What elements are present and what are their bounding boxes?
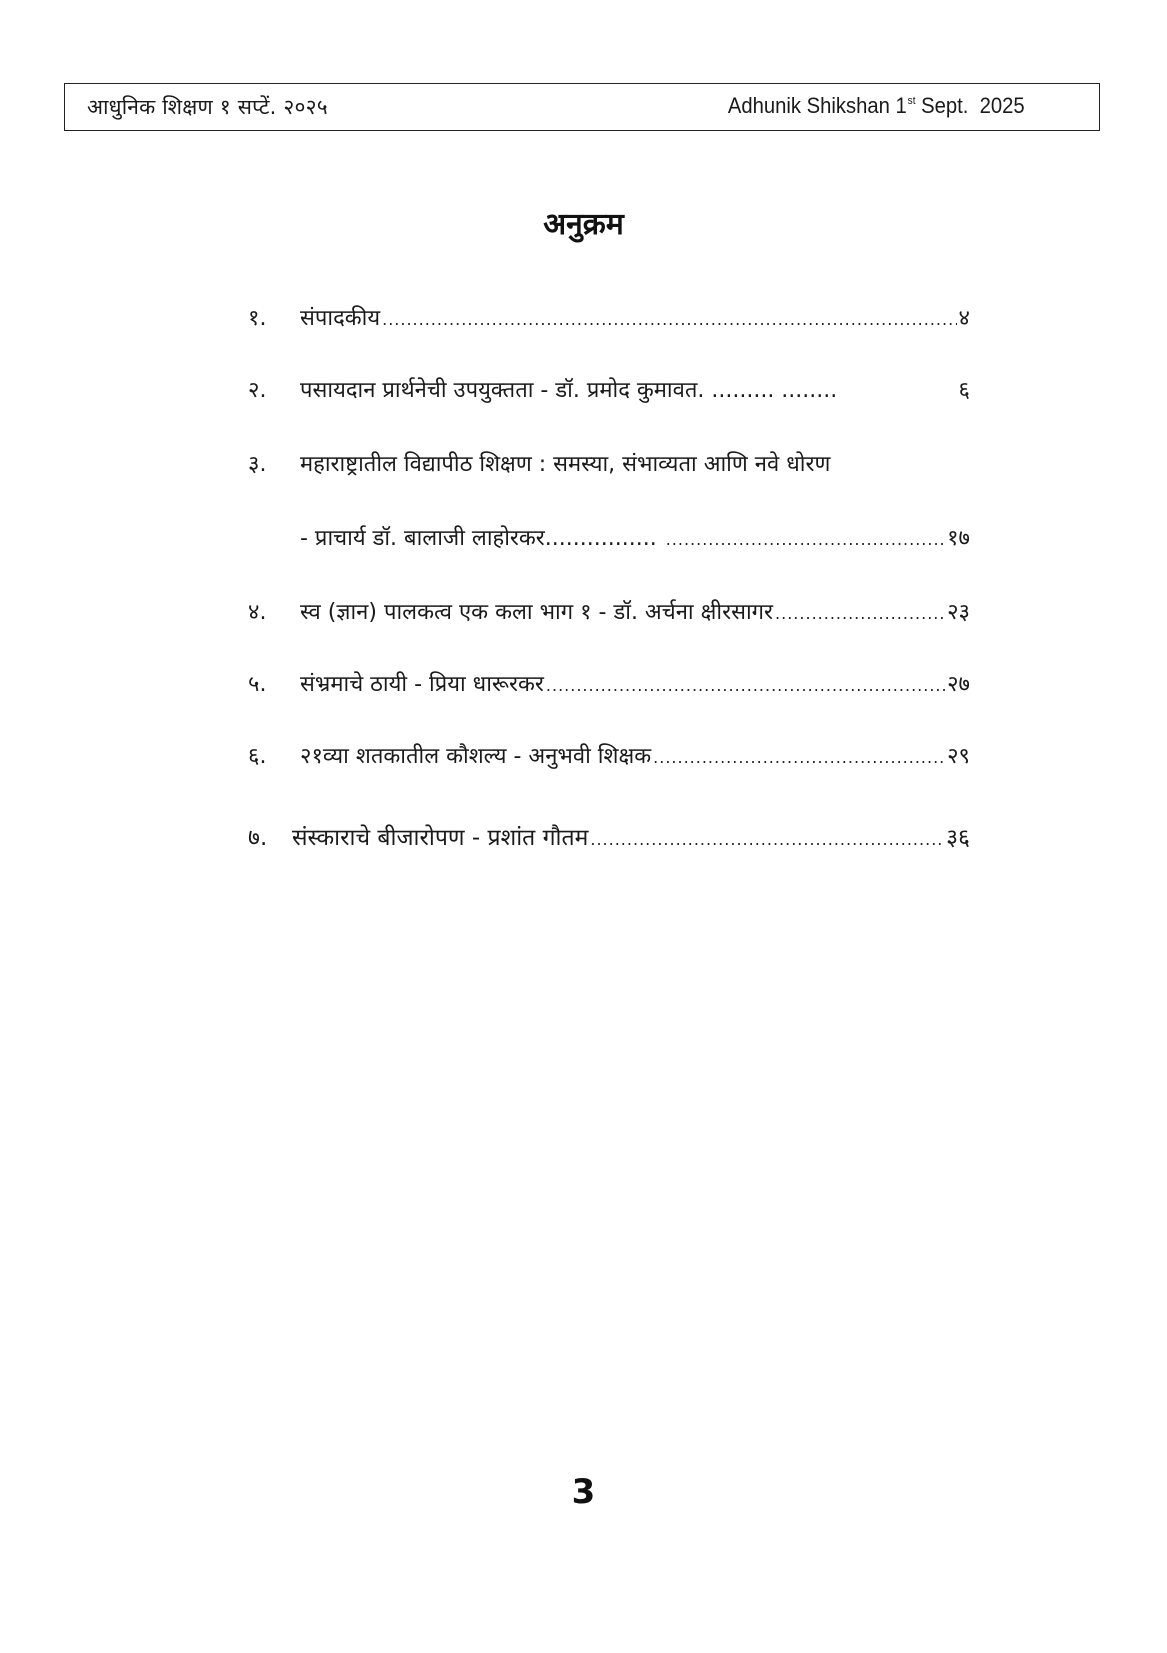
- toc-item-3[interactable]: [248, 448, 970, 482]
- toc-item-title: स्व (ज्ञान) पालकत्व एक कला भाग १ - डॉ. अर्चना क्षीरसागर: [300, 600, 774, 625]
- toc-item-number: २.: [248, 378, 267, 403]
- toc-leader-dots: [382, 310, 956, 329]
- toc-item-title: २१व्या शतकातील कौशल्य - अनुभवी शिक्षक: [300, 744, 652, 769]
- toc-item-1[interactable]: [248, 302, 970, 336]
- toc-item-title: पसायदान प्रार्थनेची उपयुक्तता - डॉ. प्रमोद कुमावत. ......... ........: [300, 378, 838, 403]
- toc-item-number: १.: [248, 306, 267, 331]
- toc-item-title: संभ्रमाचे ठायी - प्रिया धारूरकर: [300, 672, 544, 697]
- header-journal-title-marathi: आधुनिक शिक्षण १ सप्टें. २०२५: [87, 95, 328, 119]
- toc-item-7[interactable]: [248, 820, 970, 854]
- toc-item-title: - प्राचार्य डॉ. बालाजी लाहोरकर................: [300, 526, 664, 551]
- toc-item-page: ६: [958, 378, 970, 403]
- toc-leader-dots: [546, 676, 945, 695]
- toc-item-title: महाराष्ट्रातील विद्यापीठ शिक्षण : समस्या, संभाव्यता आणि नवे धोरण: [300, 452, 831, 477]
- toc-leader-dots: [775, 604, 945, 623]
- toc-item-title: संस्काराचे बीजारोपण - प्रशांत गौतम: [292, 825, 589, 851]
- toc-item-2[interactable]: [248, 374, 970, 408]
- running-header: [64, 83, 1100, 131]
- toc-item-6[interactable]: [248, 740, 970, 774]
- toc-item-title: संपादकीय: [300, 306, 381, 331]
- toc-item-number: ५.: [248, 672, 267, 697]
- header-english-ordinal: st: [907, 95, 916, 107]
- page-number: 3: [571, 1472, 596, 1512]
- toc-item-page: ३६: [946, 825, 970, 851]
- toc-leader-dots: [590, 830, 944, 849]
- toc-item-3-author[interactable]: [248, 522, 970, 556]
- toc-item-number: ३.: [248, 452, 267, 477]
- header-english-suffix: Sept. 2025: [915, 93, 1025, 118]
- toc-item-5[interactable]: [248, 668, 970, 702]
- toc-item-number: ४.: [248, 600, 267, 625]
- header-journal-title-english: [728, 93, 1025, 119]
- page-title: अनुक्रम: [543, 207, 624, 242]
- toc-leader-dots: [666, 530, 945, 549]
- toc-item-number: ६.: [248, 744, 267, 769]
- header-english-prefix: Adhunik Shikshan 1: [728, 93, 908, 118]
- toc-item-number: ७.: [248, 825, 268, 851]
- toc-item-page: २३: [947, 600, 970, 625]
- toc-item-page: २७: [947, 672, 970, 697]
- toc-leader-dots: [653, 748, 945, 767]
- toc-item-page: १७: [947, 526, 970, 551]
- toc-item-page: २९: [947, 744, 970, 769]
- toc-item-4[interactable]: [248, 596, 970, 630]
- toc-item-page: ४: [958, 306, 970, 331]
